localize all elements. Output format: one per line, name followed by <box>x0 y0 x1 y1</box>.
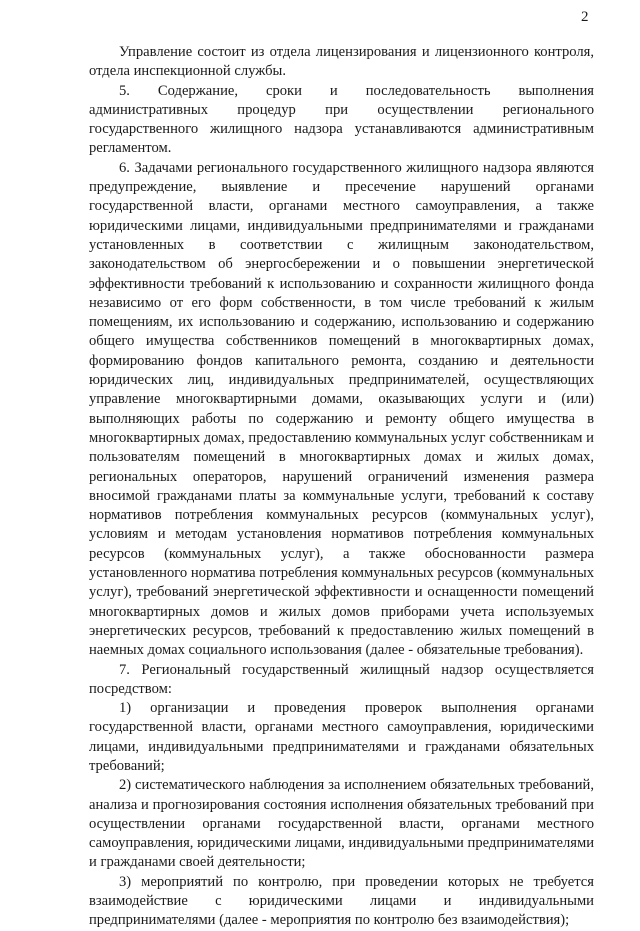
paragraph-administration-structure: Управление состоит из отдела лицензирования и лицензионного контроля, отдела инспекционной службы. <box>89 44 594 80</box>
page-number: 2 <box>581 9 589 25</box>
paragraph-7: 7. Региональный государственный жилищный надзор осуществляется посредством: <box>89 661 594 697</box>
paragraph-7-item-3: 3) мероприятий по контролю, при проведении которых не требуется взаимодействие с юридическими лицами и индивидуальными предпринимателями (далее - мероприятия по контролю без взаимодействия); <box>89 873 594 929</box>
document-body <box>89 43 594 931</box>
paragraph-6: 6. Задачами регионального государственного жилищного надзора являются предупреждение, выявление и пресечение нарушений органами государственной власти, органами местного самоуправления, а также юридическими лицами, индивидуальными предпринимателями и гражданами установленных в соответствии с жилищным законодательством, законодательством об энергосбережении и о повышении энергетической эффективности требований к использованию и сохранности жилищного фонда независимо от его форм собственности, в том числе требований к жилым помещениям, их использованию и содержанию, использованию и содержанию общего имущества собственников помещений в многоквартирных домах, формированию фондов капитального ремонта, созданию и деятельности юридических лиц, индивидуальных предпринимателей, осуществляющих управление многоквартирными домами, оказывающих услуги и (или) выполняющих работы по содержанию и ремонту общего имущества в многоквартирных домах, предоставлению коммунальных услуг собственникам и пользователям помещений в многоквартирных домах и жилых домах, региональных операторов, нарушений ограничений изменения размера вносимой гражданами платы за коммунальные услуги, требований к составу нормативов потребления коммунальных ресурсов (коммунальных услуг), условиям и методам установления нормативов потребления коммунальных ресурсов (коммунальных услуг), а также обоснованности размера установленного норматива потребления коммунальных ресурсов (коммунальных услуг), требований энергетической эффективности и оснащенности помещений многоквартирных домов и жилых домов приборами учета используемых энергетических ресурсов, требований к предоставлению жилых помещений в наемных домах социального использования (далее - обязательные требования). <box>89 159 594 659</box>
paragraph-7-item-1: 1) организации и проведения проверок выполнения органами государственной власти, органами местного самоуправления, юридическими лицами, индивидуальными предпринимателями и гражданами обязательных требований; <box>89 700 594 774</box>
paragraph-5: 5. Содержание, сроки и последовательность выполнения административных процедур при осуществлении регионального государственного жилищного надзора устанавливаются административным регламентом. <box>89 82 594 157</box>
paragraph-7-item-2: 2) систематического наблюдения за исполнением обязательных требований, анализа и прогнозирования состояния исполнения обязательных требований при осуществлении органами государственной власти, органами местного самоуправления, юридическими лицами, индивидуальными предпринимателями и гражданами своей деятельности; <box>89 777 594 871</box>
